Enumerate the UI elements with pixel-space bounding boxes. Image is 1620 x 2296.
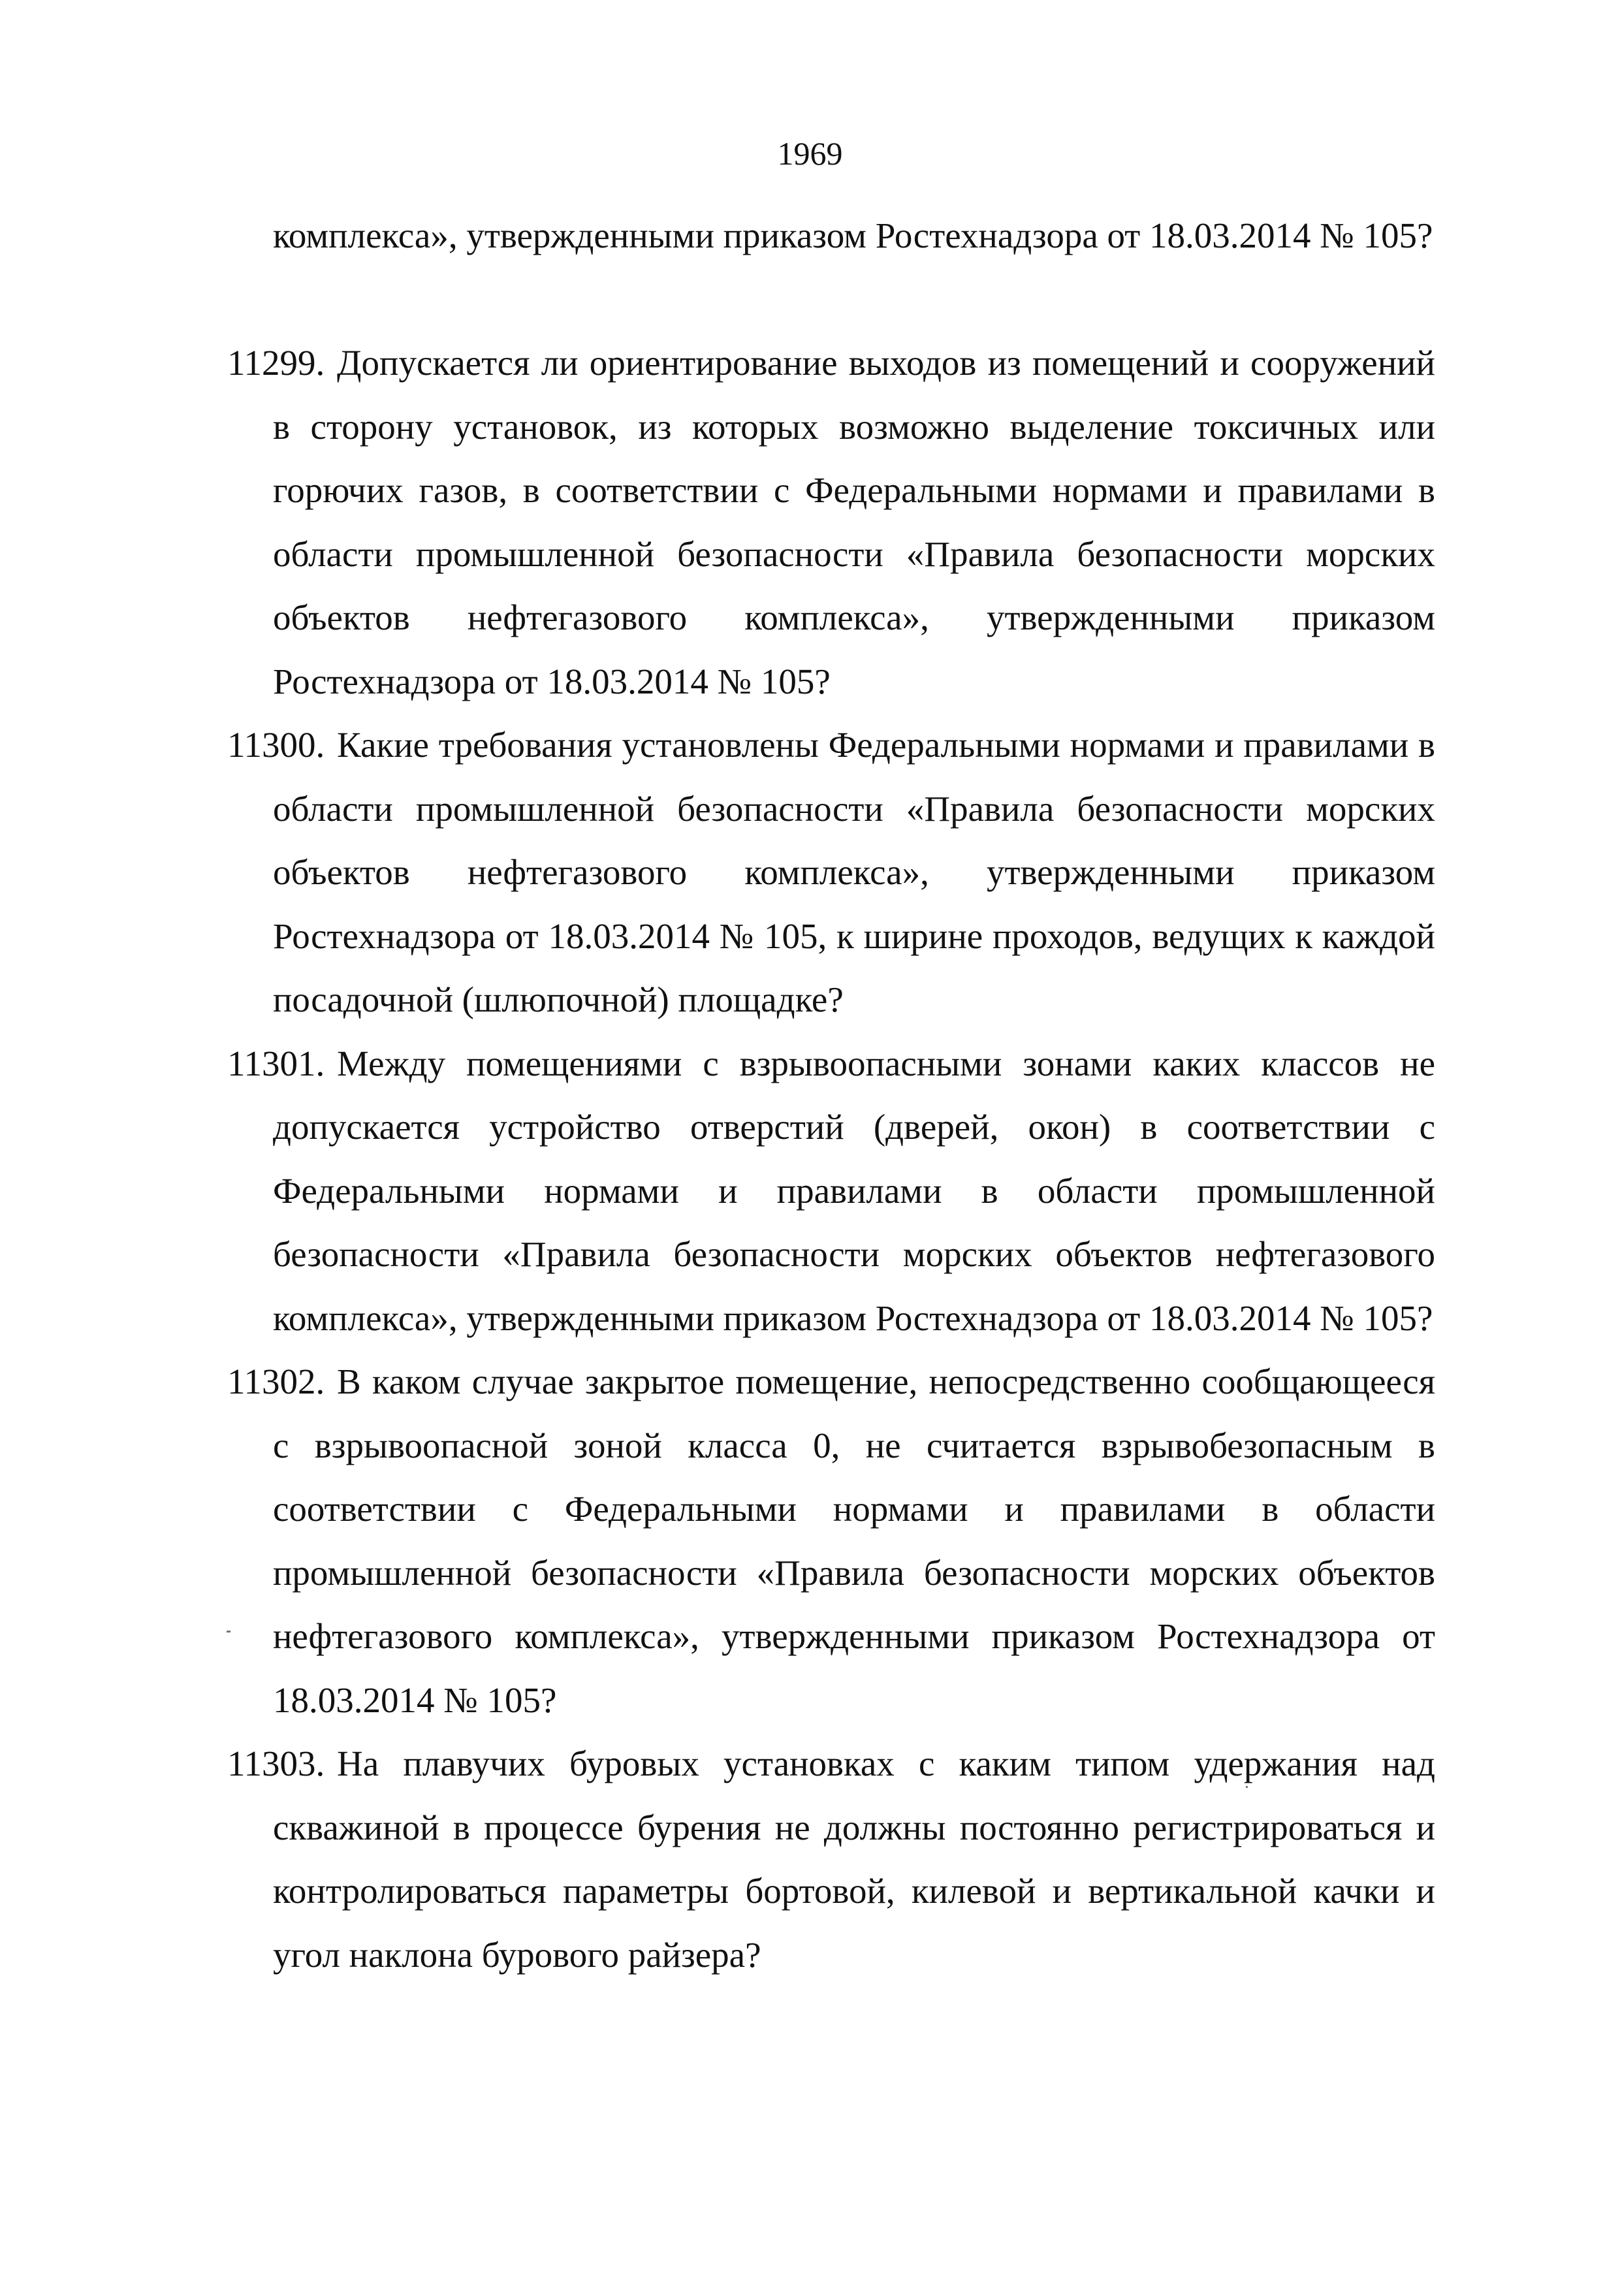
question-item <box>227 1732 1435 1986</box>
question-number: 11302. <box>227 1362 325 1401</box>
question-item <box>227 713 1435 1032</box>
scan-speck <box>1246 1786 1248 1788</box>
question-text: Какие требования установлены Федеральными нормами и правилами в области промышленной безопасности «Правила безопасности морских объектов нефтегазового комплекса», утвержденными приказом Ростехнадзора от 18.03.2014 № 105, к ширине проходов, ведущих к каждой посадочной (шлюпочной) площадке? <box>273 725 1435 1019</box>
page-number: 1969 <box>777 135 843 172</box>
question-number: 11300. <box>227 725 325 765</box>
continuation-text: комплекса», утвержденными приказом Ростехнадзора от 18.03.2014 № 105? <box>273 215 1433 255</box>
question-item <box>227 1032 1435 1350</box>
question-text: Между помещениями с взрывоопасными зонами каких классов не допускается устройство отверстий (дверей, окон) в соответствии с Федеральными нормами и правилами в области промышленной безопасности «Правила безопасности морских объектов нефтегазового комплекса», утвержденными приказом Ростехнадзора от 18.03.2014 № 105? <box>273 1043 1435 1338</box>
question-text: В каком случае закрытое помещение, непосредственно сообщающееся с взрывоопасной зоной класса 0, не считается взрывобезопасным в соответствии с Федеральными нормами и правилами в области промышленной безопасности «Правила безопасности морских объектов нефтегазового комплекса», утвержденными приказом Ростехнадзора от 18.03.2014 № 105? <box>273 1362 1435 1720</box>
question-text: На плавучих буровых установках с каким типом удержания над скважиной в процессе бурения не должны постоянно регистрироваться и контролироваться параметры бортовой, килевой и вертикальной качки и угол наклона бурового райзера? <box>273 1744 1435 1975</box>
continuation-text-block <box>273 204 1435 268</box>
question-number: 11301. <box>227 1043 325 1083</box>
question-number: 11303. <box>227 1744 325 1783</box>
question-text: Допускается ли ориентирование выходов из помещений и сооружений в сторону установок, из которых возможно выделение токсичных или горючих газов, в соответствии с Федеральными нормами и правилами в области промышленной безопасности «Правила безопасности морских объектов нефтегазового комплекса», утвержденными приказом Ростехнадзора от 18.03.2014 № 105? <box>273 343 1435 701</box>
question-number: 11299. <box>227 343 325 383</box>
question-item <box>227 331 1435 713</box>
question-item <box>227 1350 1435 1732</box>
scan-speck <box>227 1631 230 1633</box>
question-list <box>227 331 1435 1986</box>
